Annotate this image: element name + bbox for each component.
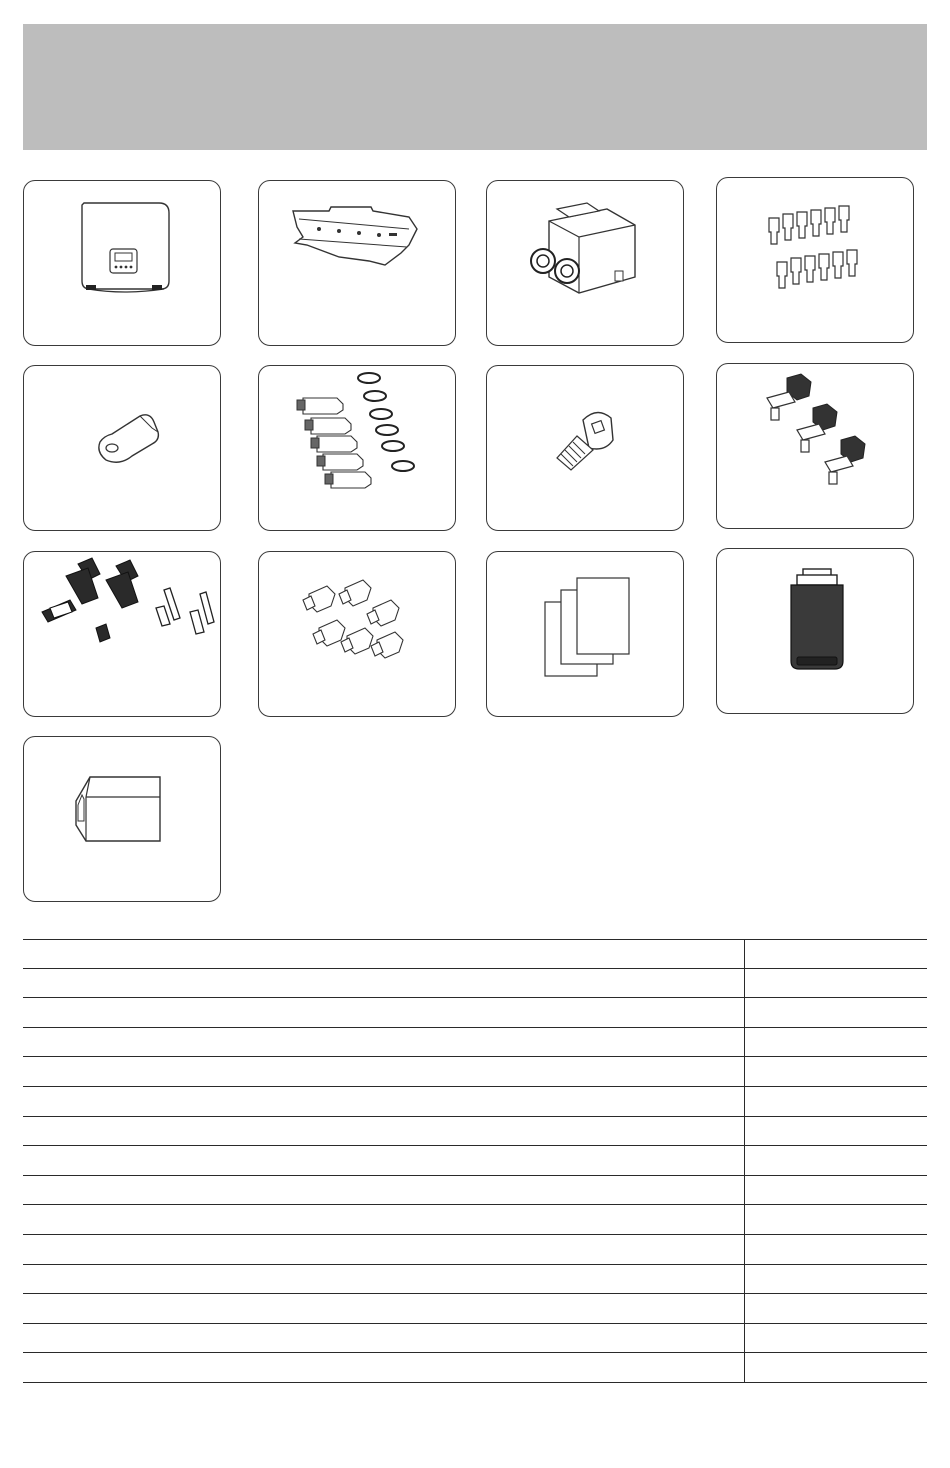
rj45-cover-icon: [24, 737, 222, 903]
description-cell: [23, 1117, 743, 1146]
quantity-cell: [744, 1294, 927, 1323]
quantity-cell: [744, 1176, 927, 1205]
wifi-dongle-icon: [717, 549, 915, 715]
quantity-cell: [744, 1353, 927, 1382]
description-cell: [23, 1028, 743, 1057]
description-cell: [23, 1324, 743, 1353]
table-row: [23, 1087, 927, 1117]
part-card-socket-screw: [486, 365, 684, 531]
description-cell: [23, 1205, 743, 1234]
table-row: [23, 1294, 927, 1324]
table-row: [23, 1353, 927, 1383]
description-cell: [23, 1057, 743, 1086]
ring-terminal-icon: [24, 366, 222, 532]
part-card-wall-bracket: [258, 180, 456, 346]
parts-table: [23, 939, 927, 1383]
quantity-cell: [744, 1235, 927, 1264]
quantity-cell: [744, 1028, 927, 1057]
quantity-cell: [744, 1324, 927, 1353]
socket-screw-icon: [487, 366, 685, 532]
header-band: [23, 24, 927, 150]
quantity-cell: [744, 1087, 927, 1116]
description-cell: [23, 940, 743, 968]
description-cell: [23, 1176, 743, 1205]
part-card-pv-connectors: [23, 551, 221, 717]
quantity-cell: [744, 1205, 927, 1234]
description-cell: [23, 998, 743, 1027]
table-row: [23, 1146, 927, 1176]
quantity-cell: [744, 1057, 927, 1086]
description-cell: [23, 1087, 743, 1116]
table-row: [23, 1235, 927, 1265]
part-card-expansion-screws: [258, 365, 456, 531]
communication-connectors-icon: [717, 364, 915, 530]
table-row: [23, 1265, 927, 1295]
documents-icon: [487, 552, 685, 718]
inverter-icon: [24, 181, 222, 347]
table-row: [23, 1324, 927, 1354]
description-cell: [23, 969, 743, 998]
quantity-cell: [744, 940, 927, 968]
part-card-documents: [486, 551, 684, 717]
description-cell: [23, 1353, 743, 1382]
table-row: [23, 1117, 927, 1147]
ferrules-icon: [717, 178, 915, 344]
table-row: [23, 998, 927, 1028]
expansion-screws-icon: [259, 366, 457, 532]
part-card-rj45-cover: [23, 736, 221, 902]
wall-bracket-icon: [259, 181, 457, 347]
table-row: [23, 1205, 927, 1235]
quantity-cell: [744, 1265, 927, 1294]
part-card-communication-connectors: [716, 363, 914, 529]
table-row: [23, 1176, 927, 1206]
table-row: [23, 1057, 927, 1087]
description-cell: [23, 1265, 743, 1294]
table-row: [23, 939, 927, 969]
part-card-inverter: [23, 180, 221, 346]
pv-tools-icon: [259, 552, 457, 718]
part-card-ac-connector: [486, 180, 684, 346]
quantity-cell: [744, 998, 927, 1027]
part-card-pv-tools: [258, 551, 456, 717]
ac-connector-icon: [487, 181, 685, 347]
description-cell: [23, 1146, 743, 1175]
description-cell: [23, 1294, 743, 1323]
part-card-ring-terminal: [23, 365, 221, 531]
table-row: [23, 1028, 927, 1058]
quantity-cell: [744, 1117, 927, 1146]
description-cell: [23, 1235, 743, 1264]
quantity-cell: [744, 1146, 927, 1175]
pv-connectors-icon: [24, 552, 222, 718]
part-card-ferrules: [716, 177, 914, 343]
quantity-cell: [744, 969, 927, 998]
table-row: [23, 969, 927, 999]
part-card-wifi-dongle: [716, 548, 914, 714]
